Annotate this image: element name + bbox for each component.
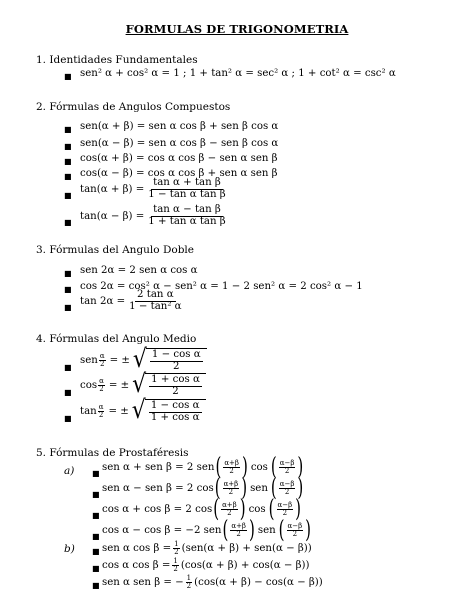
formula-lhs: sen α − sen β = 2 cos bbox=[102, 483, 214, 494]
bullet: ■ bbox=[92, 532, 100, 541]
fraction bbox=[149, 375, 202, 397]
paren-open: ( bbox=[214, 473, 221, 503]
half-den: 2 bbox=[99, 359, 105, 368]
small-fraction bbox=[223, 460, 240, 475]
bullet: ■ bbox=[64, 125, 72, 134]
frac-num: α+β bbox=[223, 480, 239, 488]
section-heading-5: 5. Fórmulas de Prostaféresis bbox=[36, 447, 189, 459]
formula-lhs: sen α + sen β = 2 sen bbox=[102, 462, 215, 473]
one-half bbox=[172, 558, 178, 573]
half-den: 2 bbox=[99, 384, 104, 393]
paren-open: ( bbox=[215, 452, 222, 482]
section-heading-1: 1. Identidades Fundamentales bbox=[36, 54, 198, 66]
half-angle bbox=[98, 378, 105, 393]
bullet: ■ bbox=[64, 285, 72, 294]
frac-den: 2 bbox=[236, 530, 241, 538]
frac-num: α−β bbox=[287, 522, 303, 530]
denominator: 1 − tan² α bbox=[129, 300, 182, 312]
frac-num: 1 bbox=[186, 574, 192, 582]
section-heading-2: 2. Fórmulas de Angulos Compuestos bbox=[36, 101, 231, 113]
half-num: α bbox=[99, 376, 104, 385]
bullet: ■ bbox=[92, 547, 100, 556]
square-root bbox=[131, 396, 206, 426]
formula-lhs: tan(α − β) = bbox=[80, 210, 145, 222]
formula-line: cos(α − β) = cos α cos β + sen α sen β bbox=[80, 168, 278, 179]
bullet: ■ bbox=[64, 414, 72, 423]
formula-line: cos 2α = cos² α − sen² α = 1 − 2 sen² α = 2 cos² α − 1 bbox=[80, 281, 363, 292]
bullet: ■ bbox=[64, 142, 72, 151]
half-den: 2 bbox=[98, 410, 104, 419]
bullet: ■ bbox=[64, 172, 72, 181]
paren-open: ( bbox=[268, 494, 275, 524]
bullet: ■ bbox=[92, 469, 100, 478]
function-name: cos bbox=[248, 504, 266, 515]
frac-den: 2 bbox=[292, 530, 298, 538]
bullet: ■ bbox=[64, 363, 72, 372]
square-root bbox=[132, 345, 207, 375]
fraction-formula bbox=[80, 178, 230, 200]
paren-close: ) bbox=[248, 515, 255, 545]
half-angle-formula bbox=[80, 345, 207, 375]
function-name: cos bbox=[250, 462, 268, 473]
prosthaphaeresis-formula bbox=[102, 515, 312, 545]
formula-lhs: tan 2α = bbox=[80, 295, 126, 307]
function-name: cos bbox=[80, 379, 98, 391]
bullet: ■ bbox=[92, 564, 100, 573]
numerator: 1 + cos α bbox=[151, 374, 200, 385]
small-fraction bbox=[279, 460, 296, 475]
equals-pm: = ± bbox=[109, 354, 130, 366]
paren-open: ( bbox=[278, 515, 285, 545]
half-angle bbox=[98, 404, 105, 419]
radical-sign: √ bbox=[132, 345, 147, 375]
radical-sign: √ bbox=[131, 396, 146, 426]
bullet: ■ bbox=[64, 303, 72, 312]
radical-sign: √ bbox=[132, 370, 147, 400]
frac-num: α−β bbox=[279, 480, 295, 488]
bullet: ■ bbox=[64, 218, 72, 227]
formula-line: sen(α + β) = sen α cos β + sen β cos α bbox=[80, 121, 279, 132]
fraction bbox=[146, 205, 227, 227]
frac-den: 2 bbox=[229, 467, 234, 475]
fraction-formula bbox=[80, 205, 230, 227]
paren-open: ( bbox=[270, 452, 277, 482]
fraction bbox=[149, 401, 202, 423]
section-heading-3: 3. Fórmulas del Angulo Doble bbox=[36, 244, 194, 256]
frac-num: α+β bbox=[224, 459, 239, 467]
paren-open: ( bbox=[270, 473, 277, 503]
small-fraction bbox=[223, 481, 240, 496]
half-angle bbox=[99, 353, 106, 368]
frac-den: 2 bbox=[284, 467, 290, 475]
formula-line: sen(α − β) = sen α cos β − sen β cos α bbox=[80, 138, 279, 149]
numerator: 2 tan α bbox=[137, 289, 174, 300]
formula-rhs: (cos(α + β) + cos(α − β)) bbox=[180, 560, 310, 571]
numerator: 1 − cos α bbox=[150, 400, 200, 411]
formula-lhs: sen α sen β = − bbox=[102, 577, 184, 588]
half-angle-formula bbox=[80, 370, 206, 400]
equals-pm: = ± bbox=[108, 379, 130, 391]
formula-line: cos(α + β) = cos α cos β − sen α sen β bbox=[80, 153, 278, 164]
frac-den: 2 bbox=[282, 509, 288, 517]
formula-line: sen 2α = 2 sen α cos α bbox=[80, 265, 198, 276]
frac-num: α−β bbox=[277, 501, 293, 509]
section-heading-4: 4. Fórmulas del Angulo Medio bbox=[36, 333, 197, 345]
frac-num: α−β bbox=[279, 459, 295, 467]
small-fraction bbox=[230, 523, 247, 538]
formula-lhs: cos α − cos β = −2 sen bbox=[102, 525, 222, 536]
denominator: 1 + tan α tan β bbox=[148, 215, 226, 227]
function-name: sen bbox=[257, 525, 276, 536]
formula-rhs: (cos(α + β) − cos(α − β)) bbox=[194, 577, 323, 588]
group-label-b: b) bbox=[64, 543, 75, 555]
small-fraction bbox=[279, 481, 296, 496]
numerator: tan α − tan β bbox=[153, 204, 221, 215]
equals-pm: = ± bbox=[108, 405, 129, 417]
bullet: ■ bbox=[92, 490, 100, 499]
denominator: 1 − tan α tan β bbox=[148, 188, 226, 200]
fraction bbox=[150, 350, 203, 372]
product-formula bbox=[102, 558, 309, 573]
function-name: sen bbox=[250, 483, 268, 494]
function-name: sen bbox=[80, 354, 98, 366]
frac-num: 1 bbox=[173, 557, 178, 565]
denominator: 1 + cos α bbox=[150, 411, 200, 423]
product-formula bbox=[102, 575, 323, 590]
paren-close: ) bbox=[305, 515, 312, 545]
formula-lhs: sen α cos β = bbox=[102, 543, 172, 554]
fraction bbox=[146, 178, 227, 200]
frac-den: 2 bbox=[228, 488, 234, 496]
frac-num: α+β bbox=[231, 522, 246, 530]
paren-open: ( bbox=[213, 494, 220, 524]
one-half bbox=[186, 575, 192, 590]
frac-den: 2 bbox=[173, 565, 178, 573]
frac-num: α+β bbox=[222, 501, 237, 509]
numerator: 1 − cos α bbox=[151, 349, 201, 360]
group-label-a: a) bbox=[64, 465, 75, 477]
paren-close: ) bbox=[239, 494, 246, 524]
fraction bbox=[127, 290, 183, 312]
frac-den: 2 bbox=[186, 582, 192, 590]
product-formula bbox=[102, 541, 312, 556]
formula-lhs: cos α + cos β = 2 cos bbox=[102, 504, 213, 515]
frac-den: 2 bbox=[174, 548, 179, 556]
one-half bbox=[173, 541, 179, 556]
frac-num: 1 bbox=[174, 540, 179, 548]
half-num: α bbox=[99, 351, 105, 360]
bullet: ■ bbox=[92, 511, 100, 520]
identity-line: sen² α + cos² α = 1 ; 1 + tan² α = sec² α ; 1 + cot² α = csc² α bbox=[80, 68, 396, 79]
paren-open: ( bbox=[222, 515, 229, 545]
half-num: α bbox=[98, 402, 104, 411]
formula-lhs: cos α cos β = bbox=[102, 560, 171, 571]
square-root bbox=[132, 370, 206, 400]
bullet: ■ bbox=[64, 191, 72, 200]
paren-close: ) bbox=[241, 452, 248, 482]
numerator: tan α + tan β bbox=[153, 177, 221, 188]
prosthaphaeresis-formula bbox=[102, 494, 302, 524]
half-angle-formula bbox=[80, 396, 206, 426]
function-name: tan bbox=[80, 405, 97, 417]
paren-close: ) bbox=[241, 473, 248, 503]
bullet: ■ bbox=[92, 581, 100, 590]
fraction-formula bbox=[80, 290, 186, 312]
bullet: ■ bbox=[64, 269, 72, 278]
frac-den: 2 bbox=[227, 509, 232, 517]
frac-den: 2 bbox=[284, 488, 290, 496]
paren-close: ) bbox=[295, 494, 301, 524]
bullet: ■ bbox=[64, 157, 72, 166]
paren-close: ) bbox=[297, 452, 304, 482]
formula-lhs: tan(α + β) = bbox=[80, 183, 145, 195]
formula-rhs: (sen(α + β) + sen(α − β)) bbox=[181, 543, 312, 554]
bullet: ■ bbox=[64, 72, 72, 81]
paren-close: ) bbox=[297, 473, 304, 503]
page-title: FORMULAS DE TRIGONOMETRIA bbox=[125, 22, 349, 36]
small-fraction bbox=[287, 523, 304, 538]
denominator: 2 bbox=[172, 385, 179, 397]
denominator: 2 bbox=[173, 360, 180, 372]
bullet: ■ bbox=[64, 388, 72, 397]
